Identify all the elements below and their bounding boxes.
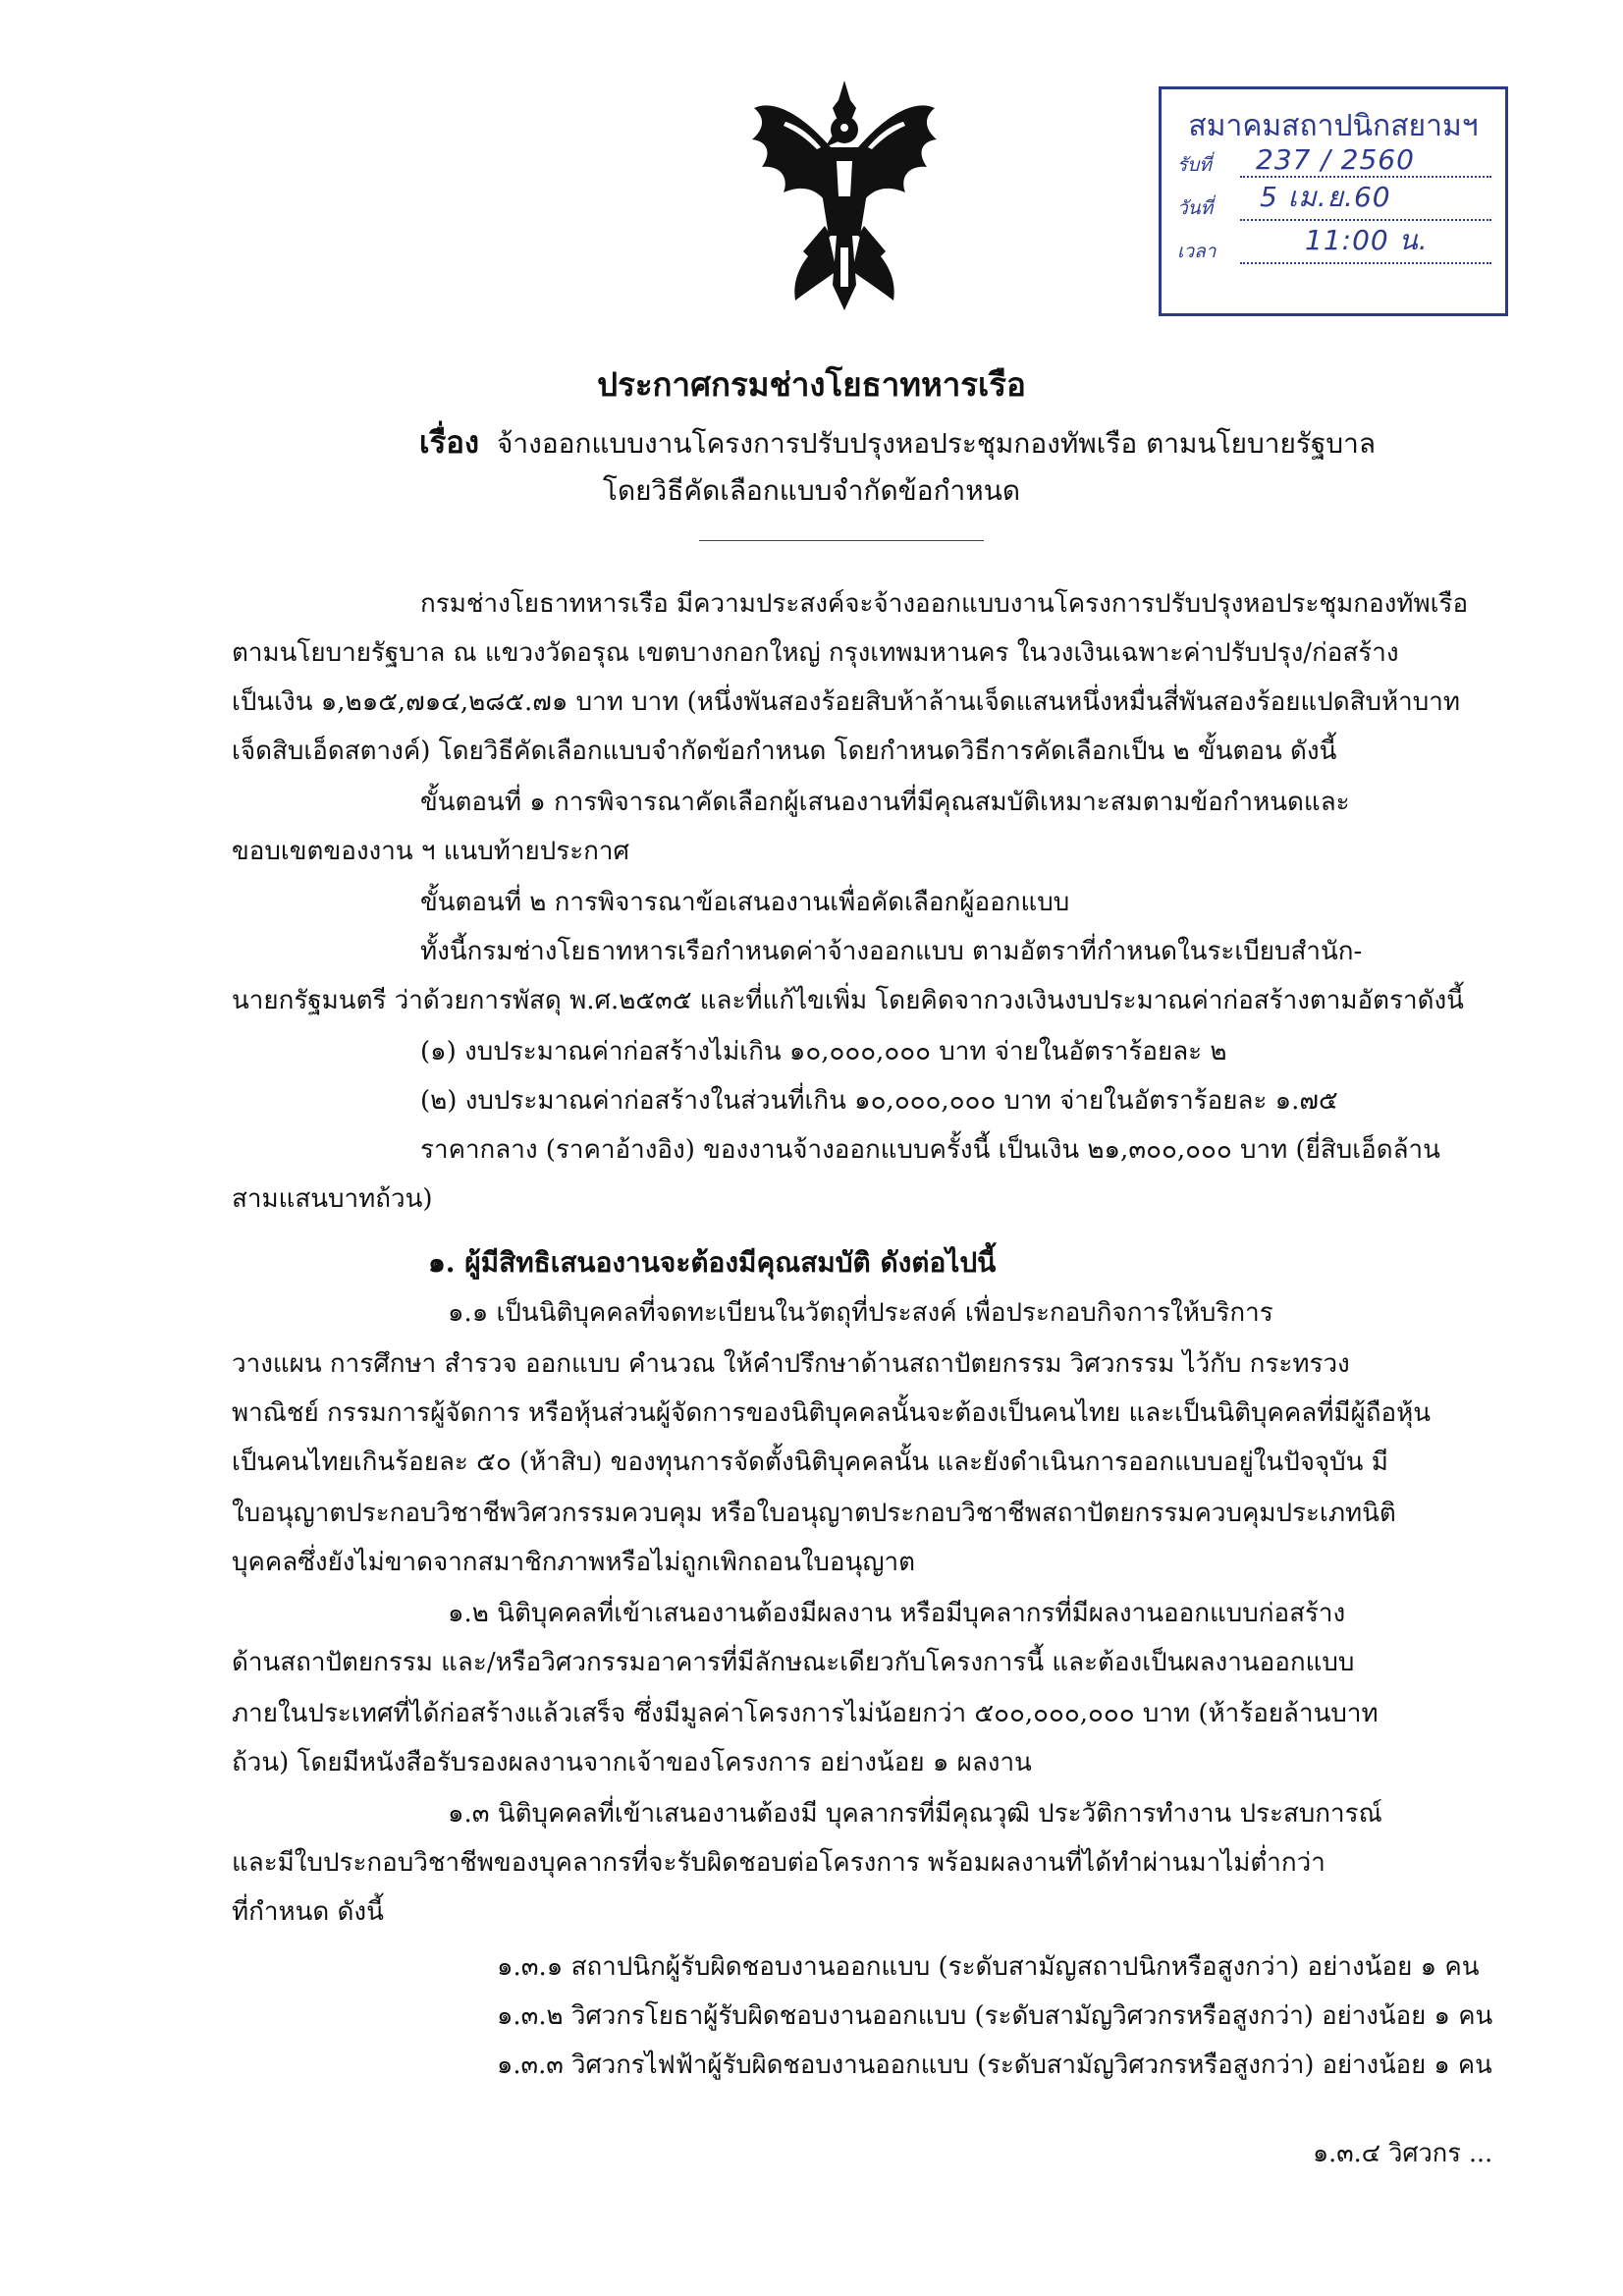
receipt-stamp — [1159, 86, 1508, 316]
subject-line-1 — [419, 417, 1376, 466]
body-line: บุคคลซึ่งยังไม่ขาดจากสมาชิกภาพหรือไม่ถูกเพิกถอนใบอนุญาต — [232, 1548, 915, 1577]
body-line: ๑.๓.๑ สถาปนิกผู้รับผิดชอบงานออกแบบ (ระดับสามัญสถาปนิกหรือสูงกว่า) อย่างน้อย ๑ คน — [497, 1952, 1480, 1982]
body-line: ๑.๓ นิติบุคคลที่เข้าเสนองานต้องมี บุคลากรที่มีคุณวุฒิ ประวัติการทำงาน ประสบการณ์ — [448, 1799, 1382, 1829]
body-line: และมีใบประกอบวิชาชีพของบุคลากรที่จะรับผิดชอบต่อโครงการ พร้อมผลงานที่ได้ทำผ่านมาไม่ต่ำกว่า — [232, 1848, 1325, 1878]
stamp-dotted-line — [1240, 262, 1491, 264]
subject-line-2: โดยวิธีคัดเลือกแบบจำกัดข้อกำหนด — [602, 474, 1021, 507]
garuda-emblem-icon — [746, 79, 943, 314]
document-title: ประกาศกรมช่างโยธาทหารเรือ — [597, 365, 1026, 404]
body-line: ภายในประเทศที่ได้ก่อสร้างแล้วเสร็จ ซึ่งมีมูลค่าโครงการไม่น้อยกว่า ๕๐๐,๐๐๐,๐๐๐ บาท (ห้าร้อยล้านบาท — [232, 1699, 1379, 1728]
body-line: ๑.๓.๓ วิศวกรไฟฟ้าผู้รับผิดชอบงานออกแบบ (ระดับสามัญวิศวกรหรือสูงกว่า) อย่างน้อย ๑ คน — [497, 2050, 1492, 2080]
body-line: สามแสนบาทถ้วน) — [232, 1184, 433, 1214]
stamp-time-row — [1177, 224, 1491, 272]
body-line: (๑) งบประมาณค่าก่อสร้างไม่เกิน ๑๐,๐๐๐,๐๐๐ บาท จ่ายในอัตราร้อยละ ๒ — [420, 1037, 1227, 1066]
body-line: ขอบเขตของงาน ฯ แนบท้ายประกาศ — [232, 837, 630, 866]
body-line: (๒) งบประมาณค่าก่อสร้างในส่วนที่เกิน ๑๐,๐๐๐,๐๐๐ บาท จ่ายในอัตราร้อยละ ๑.๗๕ — [420, 1086, 1338, 1116]
body-line: กรมช่างโยธาทหารเรือ มีความประสงค์จะจ้างออกแบบงานโครงการปรับปรุงหอประชุมกองทัพเรือ — [420, 589, 1469, 619]
body-line: ขั้นตอนที่ ๒ การพิจารณาข้อเสนองานเพื่อคัดเลือกผู้ออกแบบ — [420, 888, 1070, 917]
stamp-received-label: รับที่ — [1177, 154, 1212, 176]
stamp-time-label: เวลา — [1177, 241, 1217, 262]
body-line: ๑.๒ นิติบุคคลที่เข้าเสนองานต้องมีผลงาน หรือมีบุคลากรที่มีผลงานออกแบบก่อสร้าง — [448, 1599, 1346, 1628]
body-line: เป็นเงิน ๑,๒๑๕,๗๑๔,๒๘๕.๗๑ บาท บาท (หนึ่งพันสองร้อยสิบห้าล้านเจ็ดแสนหนึ่งหมื่นสี่พันสองร้อยแปดสิบห้าบาท — [232, 687, 1461, 717]
body-line: ตามนโยบายรัฐบาล ณ แขวงวัดอรุณ เขตบางกอกใหญ่ กรุงเทพมหานคร ในวงเงินเฉพาะค่าปรับปรุง/ก่อสร้าง — [232, 638, 1399, 668]
body-line: นายกรัฐมนตรี ว่าด้วยการพัสดุ พ.ศ.๒๕๓๕ และที่แก้ไขเพิ่ม โดยคิดจากวงเงินงบประมาณค่าก่อสร้างตามอัตราดังนี้ — [232, 986, 1464, 1015]
stamp-received-value: 237 / 2560 — [1256, 143, 1415, 176]
stamp-org-name: สมาคมสถาปนิกสยามฯ — [1188, 109, 1479, 143]
subject-label: เรื่อง — [419, 425, 480, 461]
body-line: ทั้งนี้กรมช่างโยธาทหารเรือกำหนดค่าจ้างออกแบบ ตามอัตราที่กำหนดในระเบียบสำนัก- — [420, 937, 1363, 966]
body-line: ที่กำหนด ดังนี้ — [232, 1897, 384, 1927]
stamp-time-value: 11:00 น. — [1305, 224, 1429, 256]
subject-text-1: จ้างออกแบบงานโครงการปรับปรุงหอประชุมกองทัพเรือ ตามนโยบายรัฐบาล — [497, 427, 1377, 460]
body-line: ด้านสถาปัตยกรรม และ/หรือวิศวกรรมอาคารที่มีลักษณะเดียวกับโครงการนี้ และต้องเป็นผลงานออกแบบ — [232, 1648, 1355, 1677]
body-line: ราคากลาง (ราคาอ้างอิง) ของงานจ้างออกแบบครั้งนี้ เป็นเงิน ๒๑,๓๐๐,๐๐๐ บาท (ยี่สิบเอ็ดล้าน — [420, 1135, 1440, 1165]
stamp-date-value: 5 เม.ย.60 — [1260, 181, 1391, 213]
body-line: พาณิชย์ กรรมการผู้จัดการ หรือหุ้นส่วนผู้จัดการของนิติบุคคลนั้นจะต้องเป็นคนไทย และเป็นนิติบุคคลที่มีผู้ถือหุ้น — [232, 1398, 1432, 1428]
body-line: ใบอนุญาตประกอบวิชาชีพวิศวกรรมควบคุม หรือใบอนุญาตประกอบวิชาชีพสถาปัตยกรรมควบคุมประเภทนิติ — [232, 1499, 1396, 1528]
body-line: เจ็ดสิบเอ็ดสตางค์) โดยวิธีคัดเลือกแบบจำกัดข้อกำหนด โดยกำหนดวิธีการคัดเลือกเป็น ๒ ขั้นตอน ดังนี้ — [232, 737, 1337, 766]
section-heading: ๑. ผู้มีสิทธิเสนองานจะต้องมีคุณสมบัติ ดังต่อไปนี้ — [428, 1246, 997, 1279]
body-line: ขั้นตอนที่ ๑ การพิจารณาคัดเลือกผู้เสนองานที่มีคุณสมบัติเหมาะสมตามข้อกำหนดและ — [420, 788, 1350, 817]
stamp-date-label: วันที่ — [1177, 197, 1214, 219]
body-line: เป็นคนไทยเกินร้อยละ ๕๐ (ห้าสิบ) ของทุนการจัดตั้งนิติบุคคลนั้น และยังดำเนินการออกแบบอยู่ในปัจจุบัน มี — [232, 1448, 1388, 1477]
body-line: วางแผน การศึกษา สำรวจ ออกแบบ คำนวณ ให้คำปรึกษาด้านสถาปัตยกรรม วิศวกรรม ไว้กับ กระทรวง — [232, 1349, 1350, 1379]
body-line: ถ้วน) โดยมีหนังสือรับรองผลงานจากเจ้าของโครงการ อย่างน้อย ๑ ผลงาน — [232, 1748, 1032, 1777]
title-divider — [699, 540, 984, 541]
page-continuation: ๑.๓.๔ วิศวกร ... — [1313, 2139, 1493, 2168]
body-line: ๑.๓.๒ วิศวกรโยธาผู้รับผิดชอบงานออกแบบ (ระดับสามัญวิศวกรหรือสูงกว่า) อย่างน้อย ๑ คน — [497, 2001, 1493, 2031]
body-line: ๑.๑ เป็นนิติบุคคลที่จดทะเบียนในวัตถุที่ประสงค์ เพื่อประกอบกิจการให้บริการ — [448, 1298, 1273, 1328]
